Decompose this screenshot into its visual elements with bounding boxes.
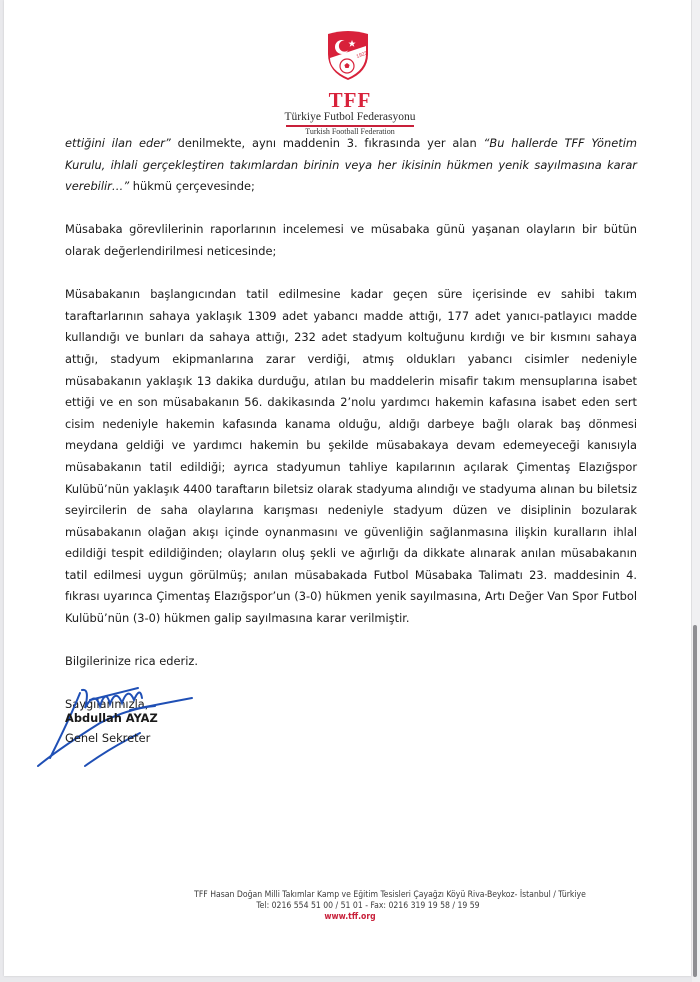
closing: Saygılarımızla, [65,697,149,712]
tff-logo-text: TFF [328,88,372,112]
tff-crest-icon [324,28,372,82]
quote-rule: “Bu hallerde TFF Yönetim Kurulu, ihlali gerçekleştiren takımlardan birinin veya her ikisinin hükmen yenik sayılmasına karar verebilir…” [65,136,637,194]
quote-start: ettiğini ilan eder” [65,136,171,150]
signatory-title: Genel Sekreter [65,731,151,745]
paragraph-1 [65,133,637,198]
footer-contact: Tel: 0216 554 51 00 / 51 01 - Fax: 0216 319 19 58 / 19 59 [256,901,480,911]
footer-address: TFF Hasan Doğan Milli Takımlar Kamp ve Eğitim Tesisleri Çayağzı Köyü Riva-Beykoz- İstanbul / Türkiye [194,890,586,900]
federation-name: Türkiye Futbol Federasyonu [284,111,416,123]
para1-mid: denilmekte, aynı maddenin 3. fıkrasında yer alan [170,136,484,150]
paragraph-4: Bilgilerinize rica ederiz. [65,654,198,669]
federation-name-en: Turkish Football Federation [305,127,395,136]
paragraph-3: Müsabakanın başlangıcından tatil edilmesine kadar geçen süre içerisinde ev sahibi takım taraftarlarının sahaya yaklaşık 1309 adet yabancı madde attığı, 177 adet yanıcı-patlayıcı madde kullandığı ve bunları da sahaya attığı, 232 adet stadyum koltuğunu kırdığı ve bir kısmını sahaya attığı, stadyum ekipmanlarına zarar verdiği, atmış oldukları yabancı cisimler nedeniyle müsabakanın yaklaşık 13 dakika durduğu, atılan bu maddelerin misafir takım mensuplarına isabet ettiği ve en son müsabakanın 56. dakikasında 2’nolu yardımcı hakemin kafasına isabet eden sert cisim nedeniyle hakemin kafasında kanama olduğu, aldığı darbeye bağlı olarak baş dönmesi meydana geldiği ve yardımcı hakemin bu şekilde müsabakaya devam edemeyeceği kanısıyla müsabakanın tatil edildiği; ayrıca stadyumun tahliye kapılarının açılarak Çimentaş Elazığspor Kulübü’nün yaklaşık 4400 taraftarın biletsiz olarak stadyuma alındığı ve stadyuma alınan bu biletsiz seyircilerin de saha olaylarına karışması nedeniyle stadyum düzen ve disiplinin bozularak müsabakanın olağan akışı içinde oynanmasını ve güvenliğin sağlanmasına ilişkin kuralların ihlal edildiği tespit edildiğinden; olayların oluş şekli ve ağırlığı da dikkate alınarak anılan müsabakanın tatil edilmesi uygun görülmüş; anılan müsabakada Futbol Müsabaka Talimatı 23. maddesinin 4. fıkrası uyarınca Çimentaş Elazığspor’un (3-0) hükmen yenik sayılmasına, Artı Değer Van Spor Futbol Kulübü’nün (3-0) hükmen galip sayılmasına karar verilmiştir. [65,287,637,626]
para1-end: hükmü çerçevesinde; [129,179,255,194]
paragraph-2: Müsabaka görevlilerinin raporlarının incelemesi ve müsabaka günü yaşanan olayların bir bütün olarak değerlendirilmesi neticesinde; [65,222,637,258]
signatory-name: Abdullah AYAZ [65,711,158,725]
letter-footer [0,890,700,923]
signature-block [65,708,158,748]
scrollbar-thumb[interactable] [693,625,697,977]
letter-body [65,133,637,738]
svg-text:1923: 1923 [355,50,369,60]
footer-url[interactable]: www.tff.org [324,912,376,922]
